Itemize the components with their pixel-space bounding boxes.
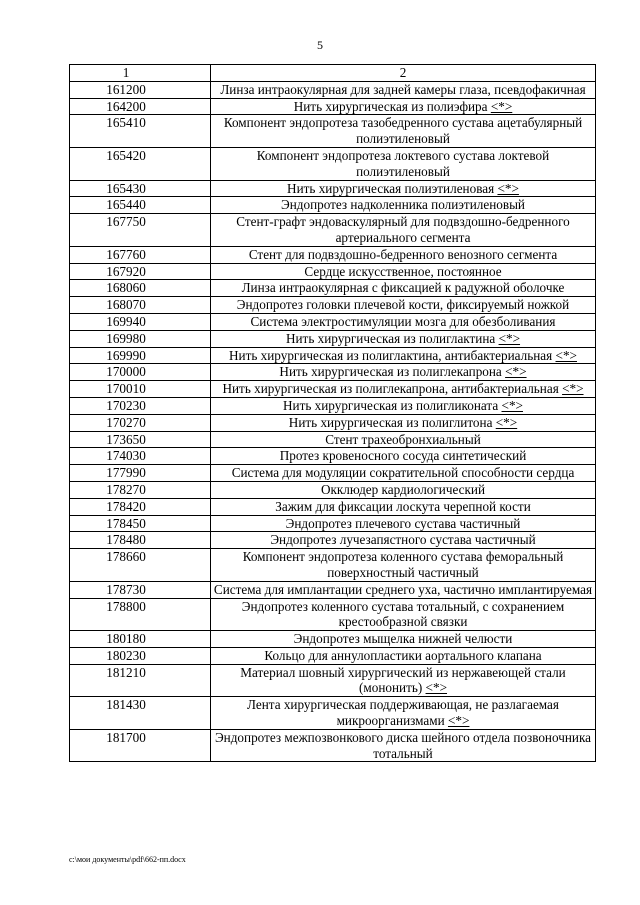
table-row — [70, 364, 596, 381]
item-code: 178420 — [70, 498, 211, 515]
item-code: 161200 — [70, 81, 211, 98]
item-name-cell — [211, 532, 596, 549]
footnote-reference-link[interactable]: <*> — [425, 680, 448, 696]
item-name: Окклюдер кардиологический — [320, 481, 486, 497]
item-name: Компонент эндопротеза коленного сустава феморальный поверхностный частичный — [242, 549, 564, 580]
item-name: Эндопротез головки плечевой кости, фиксируемый ножкой — [236, 297, 570, 313]
table-row — [70, 381, 596, 398]
item-name-cell — [211, 313, 596, 330]
item-name: Нить хирургическая из полигликоната — [283, 397, 499, 413]
footnote-reference-link[interactable]: <*> — [497, 180, 519, 196]
table-row — [70, 147, 596, 180]
footnote-reference-link[interactable]: <*> — [562, 381, 584, 397]
item-code: 173650 — [70, 431, 211, 448]
item-name: Линза интраокулярная для задней камеры глаза, псевдофакичная — [220, 81, 586, 97]
item-name: Эндопротез межпозвонкового диска шейного отдела позвоночника тотальный — [214, 729, 592, 761]
table-row — [70, 697, 596, 730]
item-name-cell — [211, 598, 596, 631]
item-name: Эндопротез лучезапястного сустава частичный — [270, 532, 536, 548]
table-row — [70, 729, 596, 762]
item-name: Нить хирургическая полиэтиленовая — [287, 180, 495, 196]
item-name: Протез кровеносного сосуда синтетический — [279, 448, 527, 464]
footnote-reference-link[interactable]: <*> — [505, 364, 527, 380]
file-path-footer: c:\мои документы\pdf\662-пп.docx — [69, 855, 186, 864]
item-name: Зажим для фиксации лоскута черепной кости — [275, 498, 531, 514]
item-name-cell — [211, 180, 596, 197]
table-header-row — [70, 65, 596, 82]
item-code: 178660 — [70, 549, 211, 582]
item-name-cell — [211, 347, 596, 364]
table-row — [70, 81, 596, 98]
table-row — [70, 631, 596, 648]
item-name-cell — [211, 431, 596, 448]
item-name-cell — [211, 297, 596, 314]
item-code: 167750 — [70, 214, 211, 247]
item-name-cell — [211, 448, 596, 465]
item-name-cell — [211, 81, 596, 98]
table-row — [70, 498, 596, 515]
item-name-cell — [211, 465, 596, 482]
item-name-cell — [211, 515, 596, 532]
item-code: 177990 — [70, 465, 211, 482]
item-name: Нить хирургическая из полиглактина, антибактериальная — [229, 347, 553, 363]
item-name: Нить хирургическая из полиглекапрона, антибактериальная — [222, 381, 559, 397]
column-header-name: 2 — [211, 65, 596, 82]
table-row — [70, 98, 596, 115]
table-row — [70, 448, 596, 465]
table-row — [70, 313, 596, 330]
item-name: Эндопротез коленного сустава тотальный, с сохранением крестообразной связки — [241, 598, 565, 630]
item-name-cell — [211, 98, 596, 115]
item-name: Система для модуляции сократительной способности сердца — [231, 465, 575, 481]
table-row — [70, 297, 596, 314]
table-row — [70, 664, 596, 697]
item-name-cell — [211, 481, 596, 498]
table-row — [70, 431, 596, 448]
item-name-cell — [211, 397, 596, 414]
item-name: Эндопротез мыщелка нижней челюсти — [293, 631, 513, 647]
item-name-cell — [211, 664, 596, 697]
table-row — [70, 465, 596, 482]
table-row — [70, 246, 596, 263]
table-row — [70, 581, 596, 598]
item-code: 165440 — [70, 197, 211, 214]
item-code: 178450 — [70, 515, 211, 532]
item-name-cell — [211, 647, 596, 664]
item-name: Стент-графт эндоваскулярный для подвздошно-бедренного артериального сегмента — [236, 214, 570, 245]
item-code: 170000 — [70, 364, 211, 381]
item-name: Компонент эндопротеза локтевого сустава локтевой полиэтиленовый — [256, 147, 550, 179]
item-name-cell — [211, 381, 596, 398]
footnote-reference-link[interactable]: <*> — [501, 397, 523, 413]
item-code: 165430 — [70, 180, 211, 197]
item-name-cell — [211, 115, 596, 148]
item-code: 165420 — [70, 147, 211, 180]
item-name-cell — [211, 330, 596, 347]
item-name: Эндопротез плечевого сустава частичный — [285, 515, 521, 531]
footnote-reference-link[interactable]: <*> — [498, 330, 521, 346]
item-name: Лента хирургическая поддерживающая, не разлагаемая микроорганизмами — [247, 697, 559, 729]
item-code: 169990 — [70, 347, 211, 364]
item-code: 164200 — [70, 98, 211, 115]
table-row — [70, 263, 596, 280]
column-header-code: 1 — [70, 65, 211, 82]
item-name: Стент трахеобронхиальный — [325, 431, 481, 447]
item-name-cell — [211, 729, 596, 762]
item-name-cell — [211, 549, 596, 582]
item-name-cell — [211, 197, 596, 214]
item-name: Эндопротез надколенника полиэтиленовый — [281, 197, 525, 213]
item-code: 167920 — [70, 263, 211, 280]
item-name-cell — [211, 631, 596, 648]
footnote-reference-link[interactable]: <*> — [447, 713, 470, 729]
item-name: Нить хирургическая из полиэфира — [293, 98, 488, 114]
item-name-cell — [211, 414, 596, 431]
item-name-cell — [211, 147, 596, 180]
item-name: Нить хирургическая из полиглекапрона — [279, 364, 502, 380]
item-code: 178730 — [70, 581, 211, 598]
table-row — [70, 397, 596, 414]
item-code: 169980 — [70, 330, 211, 347]
item-name: Нить хирургическая из полиглитона — [288, 414, 493, 430]
item-code: 180180 — [70, 631, 211, 648]
item-name-cell — [211, 246, 596, 263]
footnote-reference-link[interactable]: <*> — [555, 347, 577, 363]
item-name-cell — [211, 214, 596, 247]
item-code: 170230 — [70, 397, 211, 414]
item-code: 181430 — [70, 697, 211, 730]
item-name: Компонент эндопротеза тазобедренного сустава ацетабулярный полиэтиленовый — [223, 115, 583, 147]
item-name: Линза интраокулярная с фиксацией к радужной оболочке — [241, 280, 565, 296]
item-name-cell — [211, 697, 596, 730]
item-code: 174030 — [70, 448, 211, 465]
item-name: Система электростимуляции мозга для обезболивания — [250, 313, 556, 329]
item-code: 168060 — [70, 280, 211, 297]
item-code: 168070 — [70, 297, 211, 314]
table-row — [70, 330, 596, 347]
footnote-reference-link[interactable]: <*> — [490, 98, 513, 114]
item-name: Стент для подвздошно-бедренного венозного сегмента — [248, 246, 558, 262]
item-code: 178270 — [70, 481, 211, 498]
table-row — [70, 647, 596, 664]
item-code: 180230 — [70, 647, 211, 664]
page-number: 5 — [317, 38, 323, 52]
item-code: 181210 — [70, 664, 211, 697]
item-code: 170010 — [70, 381, 211, 398]
item-name: Нить хирургическая из полиглактина — [285, 330, 496, 346]
table-row — [70, 515, 596, 532]
table-row — [70, 180, 596, 197]
item-name-cell — [211, 498, 596, 515]
item-code: 178480 — [70, 532, 211, 549]
item-code: 167760 — [70, 246, 211, 263]
table-row — [70, 414, 596, 431]
item-code: 165410 — [70, 115, 211, 148]
table-row — [70, 280, 596, 297]
footnote-reference-link[interactable]: <*> — [495, 414, 518, 430]
item-name: Система для имплантации среднего уха, частично имплантируемая — [213, 581, 593, 597]
table-row — [70, 549, 596, 582]
item-name-cell — [211, 263, 596, 280]
item-name-cell — [211, 364, 596, 381]
item-code: 178800 — [70, 598, 211, 631]
item-code: 169940 — [70, 313, 211, 330]
table-row — [70, 481, 596, 498]
table-row — [70, 347, 596, 364]
table-row — [70, 115, 596, 148]
device-table — [69, 64, 596, 762]
item-code: 170270 — [70, 414, 211, 431]
item-name-cell — [211, 280, 596, 297]
item-name: Материал шовный хирургический из нержавеющей стали (мононить) — [240, 664, 566, 696]
item-name-cell — [211, 581, 596, 598]
item-name: Сердце искусственное, постоянное — [304, 263, 502, 279]
item-code: 181700 — [70, 729, 211, 762]
table-row — [70, 532, 596, 549]
table-row — [70, 197, 596, 214]
table-row — [70, 214, 596, 247]
item-name: Кольцо для аннулопластики аортального клапана — [264, 647, 542, 663]
table-row — [70, 598, 596, 631]
